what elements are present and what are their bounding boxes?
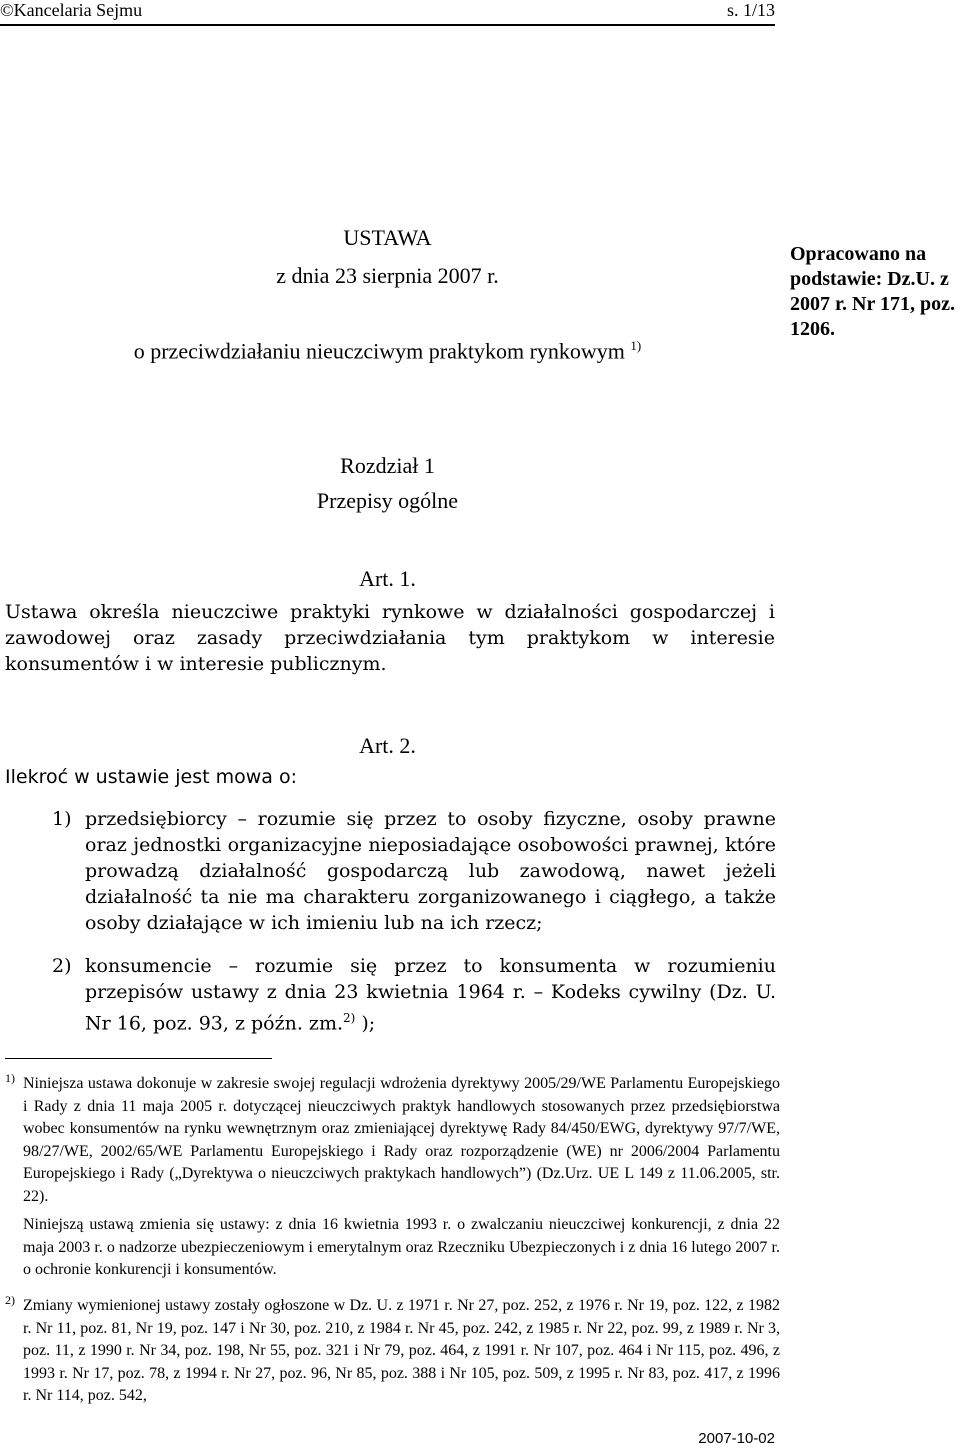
- act-subject: [0, 338, 775, 364]
- list-item: [52, 953, 776, 1036]
- chapter-name: Przepisy ogólne: [316, 488, 459, 513]
- source-note: Opracowano na podstawie: Dz.U. z 2007 r. Nr 171, poz. 1206.: [790, 243, 955, 340]
- footnote-1-continued: [5, 1214, 780, 1282]
- footnote-divider: [5, 1058, 272, 1059]
- act-subject-text: o przeciwdziałaniu nieuczciwym praktykom rynkowym: [133, 338, 625, 364]
- act-type-title: USTAWA: [343, 225, 432, 250]
- footnote-mark: 2): [5, 1293, 15, 1307]
- footnote-ref-2[interactable]: 2): [343, 1011, 356, 1025]
- footnote-2: [5, 1295, 780, 1408]
- article-1-title: Art. 1.: [359, 566, 416, 591]
- chapter-number: Rozdział 1: [340, 453, 435, 478]
- document-date: 2007-10-02: [698, 1430, 775, 1447]
- list-item-body: [52, 953, 776, 1036]
- article-1-text: Ustawa określa nieuczciwe praktyki rynkowe w działalności gospodarczej i zawodowej oraz zasady przeciwdziałania tym praktykom w interesie konsumentów i w interesie publicznym.: [5, 601, 775, 675]
- list-item-number: 1): [52, 808, 72, 830]
- list-item: [52, 806, 776, 936]
- footnote-text: Zmiany wymienionej ustawy zostały ogłoszone w Dz. U. z 1971 r. Nr 27, poz. 252, z 1976 r. Nr 19, poz. 122, z 1982 r. Nr 11, poz. 81, Nr 19, poz. 147 i Nr 30, poz. 210, z 1984 r. Nr 45, poz. 242, z 1985 r. Nr 22, poz. 99, z 1989 r. Nr 3, poz. 11, z 1990 r. Nr 34, poz. 198, Nr 55, poz. 321 i Nr 79, poz. 464, z 1991 r. Nr 107, poz. 464 i Nr 115, poz. 496, z 1993 r. Nr 17, poz. 78, z 1994 r. Nr 27, poz. 96, Nr 85, poz. 388 i Nr 105, poz. 509, z 1995 r. Nr 83, poz. 417, z 1996 r. Nr 114, poz. 542,: [23, 1297, 780, 1404]
- copyright-label: ©Kancelaria Sejmu: [0, 0, 143, 20]
- list-item-text: przedsiębiorcy – rozumie się przez to osoby fizyczne, osoby prawne oraz jednostki organizacyjne nieposiadające osobowości prawnej, które prowadzą działalność gospodarczą lub zawodową, nawet jeżeli działalność ta nie ma charakteru zorganizowanego i ciągłego, a także osoby działające w ich imieniu lub na ich rzecz;: [85, 808, 776, 934]
- article-2-intro: Ilekroć w ustawie jest mowa o:: [5, 766, 297, 788]
- article-2-title: Art. 2.: [359, 733, 416, 758]
- footnote-1: [5, 1073, 780, 1208]
- list-item-number: 2): [52, 955, 72, 977]
- footnote-mark: 1): [5, 1071, 15, 1085]
- header-divider: [0, 24, 775, 26]
- footnote-text: Niniejsza ustawa dokonuje w zakresie swojej regulacji wdrożenia dyrektywy 2005/29/WE Parlamentu Europejskiego i Rady z dnia 11 maja 2005 r. dotyczącej nieuczciwych praktyk handlowych stosowanych przez przedsiębiorstwa wobec konsumentów na rynku wewnętrznym oraz zmieniającej dyrektywę Rady 84/450/EWG, dyrektywy 97/7/WE, 98/27/WE, 2002/65/WE Parlamentu Europejskiego i Rady oraz rozporządzenie (WE) nr 2006/2004 Parlamentu Europejskiego i Rady („Dyrektywa o nieuczciwych praktykach handlowych”) (Dz.Urz. UE L 149 z 11.06.2005, str. 22).: [23, 1075, 780, 1205]
- footnote-ref-1[interactable]: 1): [630, 338, 642, 353]
- footnote-text: Niniejszą ustawą zmienia się ustawy: z dnia 16 kwietnia 1993 r. o zwalczaniu nieuczciwej konkurencji, z dnia 22 maja 2003 r. o nadzorze ubezpieczeniowym i emerytalnym oraz Rzeczniku Ubezpieczonych i z dnia 16 lutego 2007 r. o ochronie konkurencji i konsumentów.: [23, 1216, 780, 1278]
- list-item-tail: );: [361, 1012, 376, 1035]
- page-number: s. 1/13: [726, 0, 775, 20]
- act-date: z dnia 23 sierpnia 2007 r.: [276, 263, 499, 288]
- list-item-text: konsumencie – rozumie się przez to konsumenta w rozumieniu przepisów ustawy z dnia 23 kwietnia 1964 r. – Kodeks cywilny (Dz. U. Nr 16, poz. 93, z późn. zm.: [85, 955, 776, 1035]
